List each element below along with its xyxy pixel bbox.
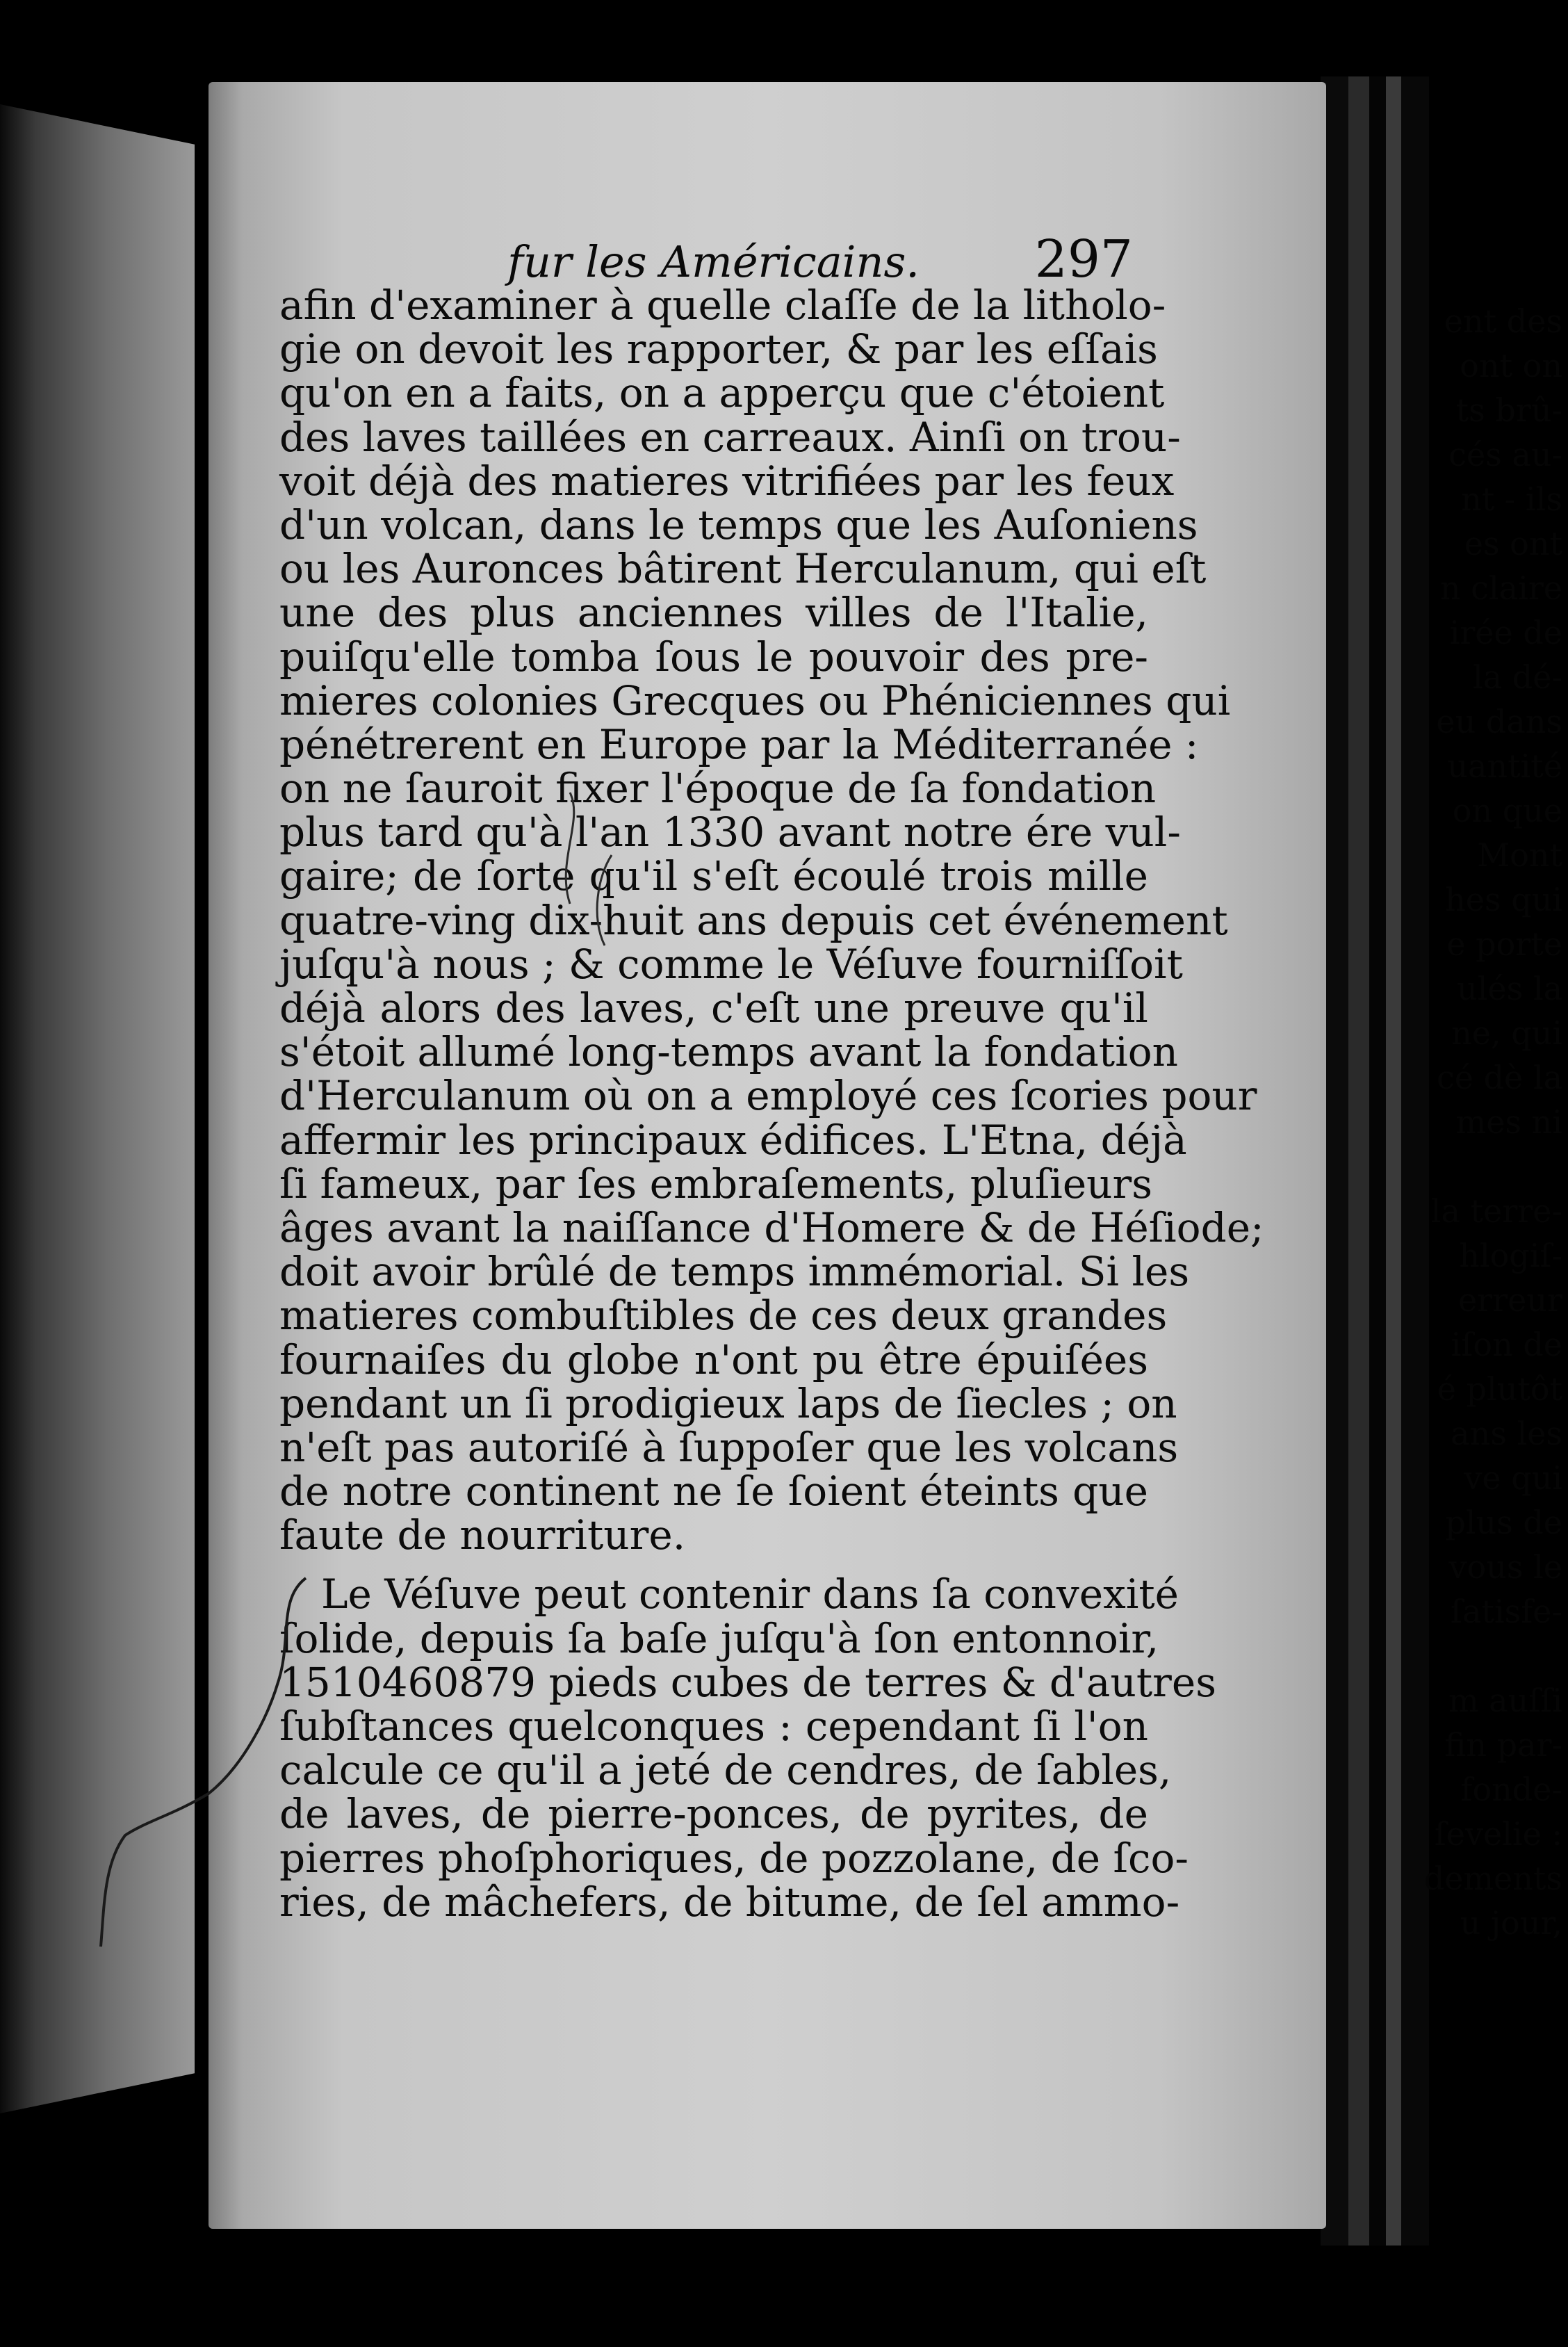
text-line: plus tard qu'à l'an 1330 avant notre ére vul- <box>279 809 1181 856</box>
left-page-line: ulés la <box>1457 970 1562 1007</box>
text-line: affermir les principaux édifices. L'Etna, déjà <box>279 1116 1187 1164</box>
left-page-line: plus de <box>1445 1504 1562 1541</box>
text-line: matieres combuſtibles de ces deux grandes <box>279 1292 1168 1340</box>
text-line: 1510460879 pieds cubes de terres & d'autres <box>279 1658 1216 1706</box>
text-line: on ne ſauroit fixer l'époque de ſa fondation <box>279 765 1157 813</box>
text-line: ſubſtances quelconques : cependant ſi l'on <box>279 1703 1148 1750</box>
left-page-line: ent des <box>1444 302 1562 340</box>
left-page-line: fin par- <box>1444 1726 1562 1764</box>
text-line: voit déjà des matieres vitrifiées par les feux <box>279 457 1175 505</box>
left-page-line: fonde- <box>1460 1771 1562 1808</box>
text-line: de laves, de pierre-ponces, de pyrites, de <box>279 1790 1148 1838</box>
left-page-line: ans les <box>1451 1415 1562 1452</box>
text-line: pierres phoſphoriques, de pozzolane, de ſco- <box>279 1834 1189 1882</box>
text-line: gie on devoit les rapporter, & par les eſſais <box>279 325 1158 373</box>
left-page-line: hes qui <box>1445 881 1562 918</box>
running-head-title: fur les Américains. <box>507 236 920 287</box>
left-page-line: erreur <box>1457 1281 1562 1319</box>
left-page-line: la terre- <box>1430 1192 1562 1230</box>
left-page-line: hlogiſ- <box>1459 1237 1562 1274</box>
left-page-line: ont on <box>1460 347 1562 384</box>
text-line: ries, de mâchefers, de bitume, de ſel ammo- <box>279 1878 1180 1926</box>
left-page-line: vous le <box>1448 1548 1562 1586</box>
text-line: mieres colonies Grecques ou Phéniciennes qui <box>279 676 1231 724</box>
left-page-line: es ont <box>1464 525 1562 562</box>
left-page-line: cés au- <box>1448 436 1562 473</box>
text-line: fournaiſes du globe n'ont pu être épuiſées <box>279 1335 1148 1383</box>
left-page-line: ts brû- <box>1455 391 1562 429</box>
left-page-line: n claire <box>1439 569 1562 607</box>
text-line: ſi fameux, par ſes embraſements, pluſieurs <box>279 1160 1153 1208</box>
text-line: de notre continent ne ſe ſoient éteints que <box>279 1468 1148 1516</box>
left-page-line: dements <box>1423 1860 1562 1897</box>
text-line: des laves taillées en carreaux. Ainſi on trou- <box>279 413 1181 461</box>
text-line: Le Véſuve peut contenir dans ſa convexité <box>321 1570 1179 1618</box>
text-line: juſqu'à nous ; & comme le Véſuve fourniſſoit <box>279 940 1183 988</box>
left-page-line: iſon de <box>1451 1326 1562 1363</box>
text-line: gaire; de ſorte qu'il s'eſt écoulé trois mille <box>279 852 1148 900</box>
text-line: pendant un ſi prodigieux laps de ſiecles ; on <box>279 1379 1177 1427</box>
left-page-line: m auſſi <box>1448 1682 1562 1719</box>
text-line: puiſqu'elle tomba ſous le pouvoir des pre- <box>279 633 1148 681</box>
text-line: faute de nourriture. <box>279 1511 686 1559</box>
left-page-line: u jour, <box>1460 1904 1562 1942</box>
left-page-line: on que <box>1452 792 1562 829</box>
left-page-line: la dé- <box>1473 658 1562 696</box>
left-page-line: irée de <box>1449 614 1562 651</box>
left-page-line: cé dè la <box>1436 1059 1562 1096</box>
page-number: 297 <box>1034 229 1133 289</box>
left-page-line: uantité <box>1447 747 1562 785</box>
left-page-line: é plutôt <box>1437 1370 1562 1408</box>
left-page-line: e porte <box>1446 925 1562 963</box>
text-line: d'Herculanum où on a employé ces ſcories pour <box>279 1072 1257 1120</box>
left-page-line: nt - ils <box>1461 480 1562 518</box>
text-line: afin d'examiner à quelle claſſe de la litholo- <box>279 282 1166 329</box>
text-line: doit avoir brûlé de temps immémorial. Si les <box>279 1248 1190 1296</box>
left-page-line: ve qui <box>1464 1459 1562 1497</box>
text-line: s'étoit allumé long-temps avant la fondation <box>279 1028 1179 1076</box>
text-line: âges avant la naiſſance d'Homere & de Héſiode; <box>279 1203 1264 1251</box>
text-line: ſolide, depuis ſa baſe juſqu'à ſon entonnoir, <box>279 1614 1159 1662</box>
left-page-line: ne, qui <box>1451 1014 1562 1052</box>
left-page-line: ſevelie : <box>1434 1815 1562 1853</box>
text-line: qu'on en a faits, on a apperçu que c'étoient <box>279 369 1165 417</box>
left-page-line: eu dans <box>1436 703 1562 740</box>
text-line: n'eſt pas autoriſé à ſuppoſer que les volcans <box>279 1423 1179 1471</box>
text-line: calcule ce qu'il a jeté de cendres, de ſables, <box>279 1746 1172 1794</box>
left-page-line: ſatisfe- <box>1450 1593 1562 1630</box>
text-line: ou les Auronces bâtirent Herculanum, qui eſt <box>279 545 1207 593</box>
left-page-line: mes ni <box>1455 1103 1562 1141</box>
text-line: quatre-ving dix-huit ans depuis cet événement <box>279 896 1228 944</box>
text-line: d'un volcan, dans le temps que les Auſoniens <box>279 501 1198 549</box>
left-page-line: Mont <box>1477 836 1562 874</box>
text-line: pénétrerent en Europe par la Méditerranée : <box>279 720 1199 768</box>
text-line: une des plus anciennes villes de l'Italie, <box>279 589 1148 637</box>
text-line: déjà alors des laves, c'eſt une preuve qu'il <box>279 984 1148 1032</box>
